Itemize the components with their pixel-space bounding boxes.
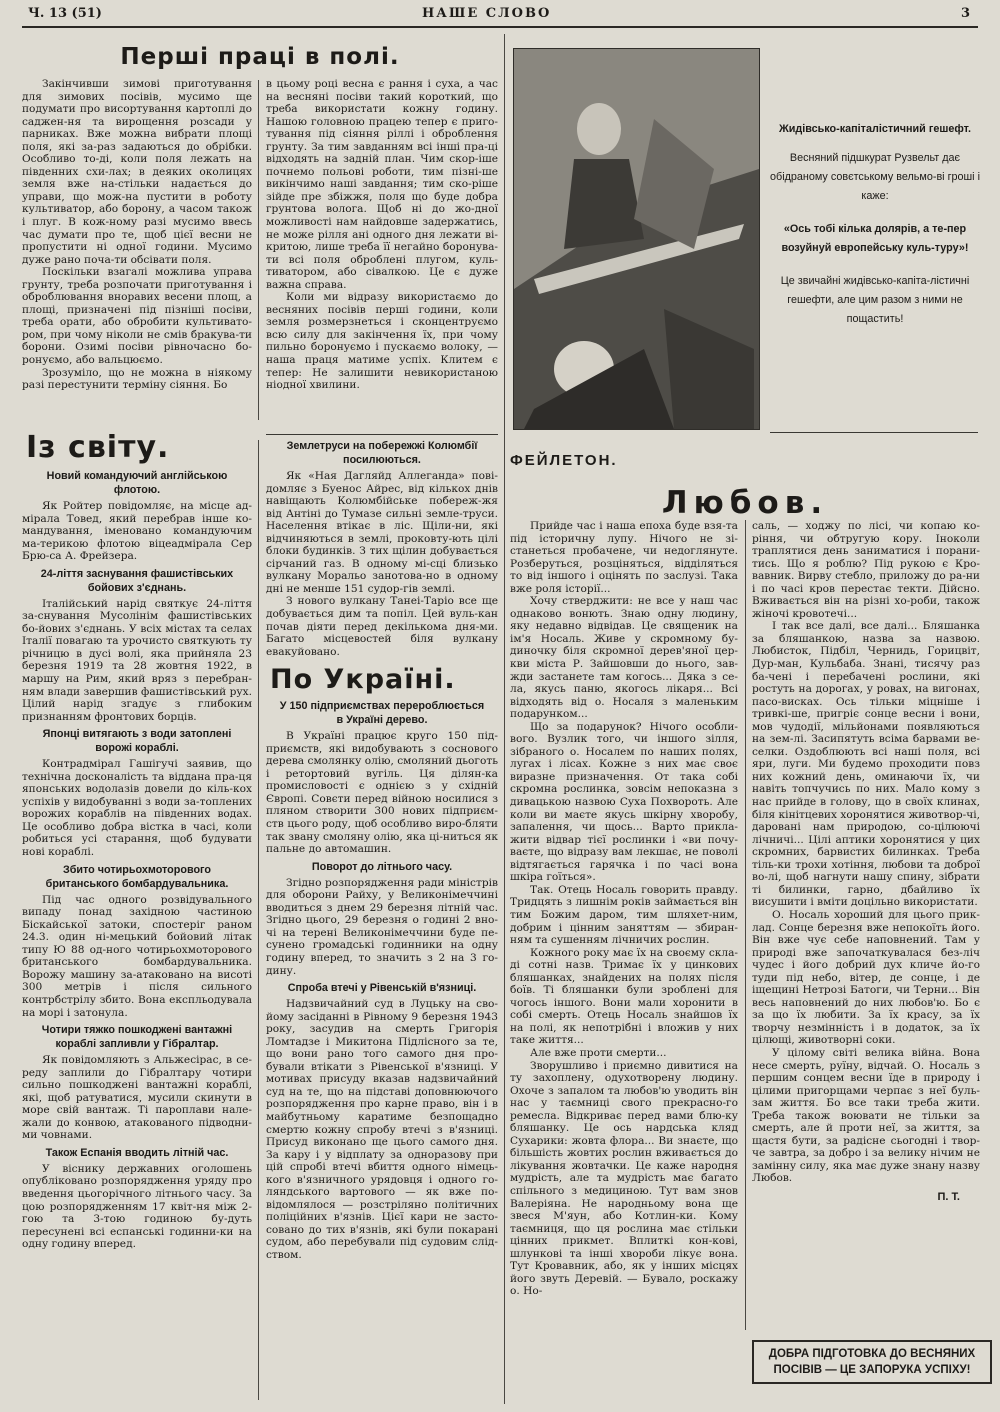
column-divider	[258, 440, 259, 1400]
news-text: Під час одного розвідувального випаду понад західною частиною Біскайської затоки, спостеріг раном 24.3. один ні-мецький бойовий літак типу Ю 88 од-ного чотирьохмоторового британського бомбардувальника. Ворожу машину за-атаковано на висоті 300 метрів і після сильного контрбстрілу збито. Вона експльодувала на морі і затонула.	[22, 893, 252, 1019]
paragraph: Зворушливо і приємно дивитися на ту захоплену, одухотворену людину. Охоче з запалом та любов'ю уводить він нас у таємниці свого прекрасно-го ремесла. Відкриває перед вами блю-ку бляшанку. Це ось нардська кляд Сухарики: жовта флора... Ви знаєте, що більшість жовтих рослин вживається до лікування жовтачки. Це каже народня мудрість, але та мудрість має багато спільного з медициною. Тут вам знов Валеріяна. Не народньому вона ще звеся М'яун, або Котлин-ки. Кому таємниця, що ця рослина має стільки цінних прикмет. Вплиткі кон-кові, шлункові та інші хвороби лікує вона. Тут Кровавник, або, як у інших місцях його звуть Деревій. — Бувало, роскажу о. Но-	[510, 1059, 738, 1298]
news-text: Надзвичайний суд в Луцьку на сво-йому засіданні в Рівному 9 березня 1943 року, засудив на смерть Григорія Ломтадзе і Микитона Підлісного за те, що вони рано того самого дня про-бували втікати з Рівенської в'язниці. У мотивах присуду вказав надзвичайний суд на те, що на підставі доповнюючого розпорядження про карне право, він і в майбутньому каратиме безпощадно смертю кожну спробу втечі з в'язниці. Присуд виконано ще цього самого дня. За кару і у відплату за одноразову при цій спробі втечі вбиття одного німець-кого в'язничного урядовця і одного го-ляндського вартового — як вже по-відомлялося — розстріляно політичних поліційних в'язнів. Цієї кари не засто-совано до тих в'язнів, які були покарані судом, або перебували під судовим слід-ством.	[266, 998, 498, 1261]
article-title: Перші праці в полі.	[120, 44, 400, 70]
column-divider	[504, 34, 505, 1404]
world-news-column	[22, 430, 252, 1405]
article-column-1	[22, 78, 252, 418]
issue-number: Ч. 13 (51)	[28, 6, 102, 21]
news-headline: У 150 підприємствах перероблюється в Україні дерево.	[279, 700, 485, 727]
caricature-engraving-icon	[514, 49, 759, 429]
news-headline: Землетруси на побережжі Колюмбії посилюються.	[286, 440, 478, 466]
news-item	[22, 863, 252, 1019]
page-number: 3	[960, 6, 970, 21]
paragraph: саль, — ходжу по лісі, чи копаю ко-ріння, чи обтругую кору. Іноколи траплятися день заниматися і порани-тись. Що я роблю? Під рукою є Кро-вавник. Вирву стебло, приложу до ра-ни і по часі кров перестає текти. Дійсно. Вживається він на різні хо-роби, також жіночі кровотечі...	[752, 520, 980, 620]
article-column-2	[266, 78, 498, 418]
paragraph: Прийде час і наша епоха буде взя-та під історичну лупу. Нічого не зі-станеться пробачене, чи недоглянуте. Розберуться, розціняться, відділяться то від іншого і оцінять по заслузі. Така вже роля історії...	[510, 520, 738, 595]
news-headline: Японці витягають з води затоплені ворожі кораблі.	[42, 728, 232, 755]
news-text: Контрадмірал Гашігучі заявив, що технічна досконалість та віддана пра-ця японських водолазів довели до кіль-кох успіхів у видобуванні з води за-топлених ворожих кораблів на південних водах. Це особливо добра вістка в часі, коли робиться усі старання, щоб будувати нові кораблі.	[22, 758, 252, 859]
news-headline: Чотири тяжко пошкоджені вантажні кораблі запливли у Гібралтар.	[41, 1024, 233, 1051]
paragraph: Зрозуміло, що не можна в ніякому разі перестунити терміну сіяння. Бо	[22, 366, 252, 392]
paragraph: Що за подарунок? Нічого особли-вого. Вузлик того, чи іншого зілля, зібраного о. Носалем по наших полях, лугах і лісах. Кожне з них має своє виразне призначення. От така собі скромна рослинка, зовсім непоказна з дивацькою назвою Суха Похвороть. Але коли ви маєте якусь шкірну хворобу, запалення, чи щось... Варто прикла-жити відвар тієї рослинки і «ви почу-ваєте, що відразу вам лекшає, не поволі відтягається гарячка і по часі вона шкіра гоїться».	[510, 720, 738, 884]
caption-title: Жидівсько-капіталістичний гешефт.	[779, 123, 971, 135]
paragraph: Коли ми відразу використаємо до весняних посівів перші години, коли земля розмерзнеться і сконцентруємо всю силу для закінчення їх, при чому пильно боронуємо і пускаємо волоку, — наша праця матиме успіх. Клитем є тепер: Не залишити невикористаною ніодної хвилини.	[266, 291, 498, 392]
caption-text: Це звичайні жидівсько-капіта-лістичні гешефти, але цим разом з ними не пощастить!	[780, 275, 970, 325]
paragraph: Так. Отець Носаль говорить правду. Тридцять з лишнім років займається він тим Божим даром, тим шляхет-ним, добрим і цінним заняттям — збиран-ням та сушенням лічничих рослин.	[510, 883, 738, 947]
paragraph: Поскільки взагалі можлива управа грунту, треба розпочати приготування і оброблювання вноравих весени площ, а площі, призначені під пізніші посіви, треба орати, або обробити культивато-ром, при чому ніколи не смів бракува-ти борони. Озимі посіви рівночасно бо-ронуємо, або вальцюємо.	[22, 266, 252, 367]
feuilleton-column-2	[752, 520, 980, 1330]
paragraph: Закінчивши зимові приготування для зимових посівів, мусимо ще подумати про висортування картоплі до саджен-ня та вирощення розсади у парниках. Вже можна вибрати площі поля, які за-раз задаються до обрібки. Особливо то-ді, коли поля лежать на південних схи-лах; в деяких околицях земля вже на-стільки надається до управи, що мож-на пустити в роботу культиватор, або борону, а часом також і плуг. В кож-ному разі мусимо ввесь час думати про те, щоб цієї весни не пропустити ні одної години. Мусимо дуже рано поча-ти обсівати поля.	[22, 78, 252, 266]
column-divider	[258, 80, 259, 420]
news-item	[22, 567, 252, 723]
middle-column	[266, 430, 498, 1405]
section-title-world: Із світу.	[26, 430, 170, 465]
news-text: Італійський нарід святкує 24-ліття за-снування Мусолінім фашистівських бо-йових з'єднань. У всіх містах та селах Італії повагаю та урочисто святкують ту річницю в дусі волі, яка прийняла 23 березня 1919 та 28 жовтня 1922, в маршу на Рим, який вряз з перебран-ням влади завершив фашистівський рух. Цілий нарід згадує з глибоким признанням фронтових борців.	[22, 597, 252, 723]
paragraph: Хочу стверджити: не все у наш час однаково вонють. Знаю одну людину, яку недавно відвідав. Це священик на ім'я Носаль. Живе у скромному бу-диночку біля скромної дерев'яної цер-кви міста Р. Зайшовши до нього, зав-жди застанете там когось... Дяка з се-ла, якусь паню, якогось лікаря... Всі відходять від о. Носаля з маленьким подарунком...	[510, 595, 738, 721]
news-text: Згідно розпорядження ради міністрів для оборони Райху, у Великонімеччині вводиться з днем 29 березня літній час. Згідно цього, 29 березня о годині 2 вно-чі на терені Великонімеччини буде пе-сунено громадські годинники на одну годину вперед, то значить з 2 на 3 го-дину.	[266, 876, 498, 977]
paragraph: в цьому році весна є рання і суха, а час на весняні посіви такий короткий, що треба використати кожну годину. Нашою головною працею тепер є приго-тування під сіяння ріллі і оброблення грунту. За тим завданням всі інші пра-ці відходять на задній план. Чим скор-іше почнемо польові роботи, тим пізні-ше викінчимо наші завдання; тим ско-ріше зійде пре збіжжя, поля що буде добра грунтова волога. Щоб ні до жо-дної можливості нам найдовше задержатись, не може рілля ані одного дня лежати ві-критою, лише треба її негайно боронува-ти всі поля оброблені плугом, куль-тиватором, або сівалкою. Це є дуже важна справа.	[266, 78, 498, 291]
news-text: У віснику державних оголошень опубліковано розпорядження уряду про введення цьогорічного літнього часу. За цою розпорядженням 17 квіт-ня між 2-гою та 3-тою годиною бу-дуть пересунені всі еспанські годинни-ки на одну годину вперед.	[22, 1162, 252, 1251]
paragraph: І так все далі, все далі... Бляшанка за бляшанкою, назва за назвою. Любисток, Підбіл, Чернидь, Горицвіт, Дур-ман, Кульбаба. Знані, тисячу раз ба-чені і перебачені рослини, які ростуть на дорогах, у ровах, на вигонах, пасо-висках. Ось тільки міцніше і тривкі-ше, пригріє сонце весни і вони, мов чудодії, мільйонами появляються на зем-лі. Засипятуть всіма барвами ве-селки. Оздоблюють всі наші поля, всі яри, луги. Ми будемо проходити повз них кожний день, оминаючи їх, чи навіть топчучись по них. Мало кому з нас прийде в голову, що в своїх клинах, біля кінітцевих хоронятися животвор-чі, даровані нам природою, со-цілюючі лічничі... Цілі аптики хоронятися у цих скромних, барвистих билинках. Треба тіль-ки трохи хотіння, любови та доброї во-лі, щоб нагнути нашу спину, зібрати ті билинки, гарно, дбайливо їх висушити і вміти доцільно використати.	[752, 620, 980, 909]
signature: П. Т.	[937, 1190, 960, 1203]
paragraph: У цілому світі велика війна. Вона несе смерть, руїну, відчай. О. Носаль з першим сонцем весни їде в природу і цілими пригорщами черпає з неї буль-зам життя. Бо все таки треба жити. Треба також воювати не тільки за смерть, але й проти неї, за життя, за щастя бути, за радісне сьогодні і твор-че завтра, за добро і за велику нічим не замінну силу, яка має дуже знану назву Любов.	[752, 1046, 980, 1185]
news-headline: Збито чотирьохмоторового британського бомбардувальника.	[45, 863, 229, 890]
caption-quote: «Ось тобі кілька долярів, а те-пер возуйнуй европейську куль-туру»!	[781, 223, 969, 254]
news-text: В Україні працює круго 150 під-приємств, які видобувають з соснового дерева смолянку олію, смоляний дьоготь і ретортовий вугіль. Ця ділян-ка промисловості є однією з у східній Європі. Совєти перед війною носилися з пляном створити 300 нових підприєм-ств цього роду, щоб особливо виро-бляти так звану смоляну олію, яка ці-ниться як пальне до автомашин.	[266, 730, 498, 856]
news-item	[22, 727, 252, 858]
divider	[266, 434, 498, 435]
header-rule	[22, 26, 978, 28]
feuilleton-column-1	[510, 520, 738, 1405]
news-text: Як повідомляють з Альжесірас, в се-реду заплили до Гібралтару чотири сильно пошкоджені вантажні кораблі, які, щоб ратуватися, мусили скинути в море свій вантаж. Ті пароплави нале-жали до конвою, атакованого підводни-ми човнами.	[22, 1054, 252, 1142]
news-item	[22, 469, 252, 563]
illustration-caption	[770, 120, 980, 329]
news-text: З нового вулкану Танеі-Таріо все ще добувається дим та попіл. Цей вуль-кан почав діяти перед декількома дня-ми. Багато місцевостей біля вулкану евакуйовано.	[266, 595, 498, 658]
news-headline: Спроба втечі у Рівенській в'язниці.	[287, 982, 477, 995]
news-headline: Новий командуючий англійською флотою.	[46, 470, 228, 496]
news-headline: Також Еспанія вводить літній час.	[45, 1146, 229, 1159]
section-title-ukraine: По Україні.	[270, 664, 456, 696]
news-text: Як Ройтер повідомляє, на місце ад-мірала Товед, який перебрав інше ко-мандування, іменовано командуючим ма-терикою флотою віцеадмірала Сер Брю-са А. Фрейзера.	[22, 500, 252, 563]
news-headline: 24-ліття заснування фашистівських бойових з'єднань.	[40, 567, 234, 594]
article-title-block	[25, 44, 495, 70]
news-item	[22, 1023, 252, 1142]
feuilleton-title: Любов.	[661, 485, 829, 521]
page-header	[22, 6, 978, 24]
masthead: НАШЕ СЛОВО	[422, 6, 552, 21]
feuilleton-label: ФЕЙЛЕТОН.	[510, 452, 618, 469]
news-headline: Поворот до літнього часу.	[311, 860, 453, 873]
feuilleton-header	[510, 452, 980, 521]
paragraph: О. Носаль хороший для цього прик-лад. Сонце березня вже непокоїть його. Він вже чує себе наповнений. Там у природі вже започаткувалася без-ліч чудес і його добрий дух кличе йо-го туди під небо, вітер, де сонце, і де іщещині Нетрозі Батоги, чи Терни... Він весь наповнений до них любов'ю. Бо є за що їх любити. За їх красу, за їх творчу незмінність і в додаток, за їх цілющі, животворні соки.	[752, 908, 980, 1047]
paragraph: Кожного року має їх на своєму скла-ді сотні назв. Тримає їх у цинкових бляшанках, знайдених на полях після боїв. Ті бляшанки були зроблені для чогось іншого. Вони мали хоронити в собі смерть. Отець Носаль знайшов їх на полі, як непотрібні і вложив у них таке життя...	[510, 946, 738, 1047]
caricature-illustration	[513, 48, 760, 430]
news-item	[22, 1146, 252, 1251]
news-text: Як «Ная Дагляйд Аллеганда» пові-домляє з Буенос Айрес, від кількох днів навіщають Колюмбійське побереж-жя від Антіні до Тумазе сильні земле-труси. Населення втікає в ліс. Щіли-ни, які відчиняються в землі, проковту-ють цілі блоки будинків. З тих щілин добувається сірчаний газ. В одному мі-сці близько вулкану Моральо занотова-но в одному дні не менше 151 судор-гів землі.	[266, 470, 498, 595]
paragraph: Але вже проти смерти...	[530, 1046, 667, 1059]
column-divider	[745, 520, 746, 1330]
caption-text: Весняний підшкурат Рузвельт дає обідраному совєтському вельмо-ві гроші і каже:	[770, 152, 980, 202]
slogan-box: ДОБРА ПІДГОТОВКА ДО ВЕСНЯНИХ ПОСІВІВ — ЦЕ ЗАПОРУКА УСПІХУ!	[752, 1340, 992, 1384]
divider	[770, 432, 978, 433]
